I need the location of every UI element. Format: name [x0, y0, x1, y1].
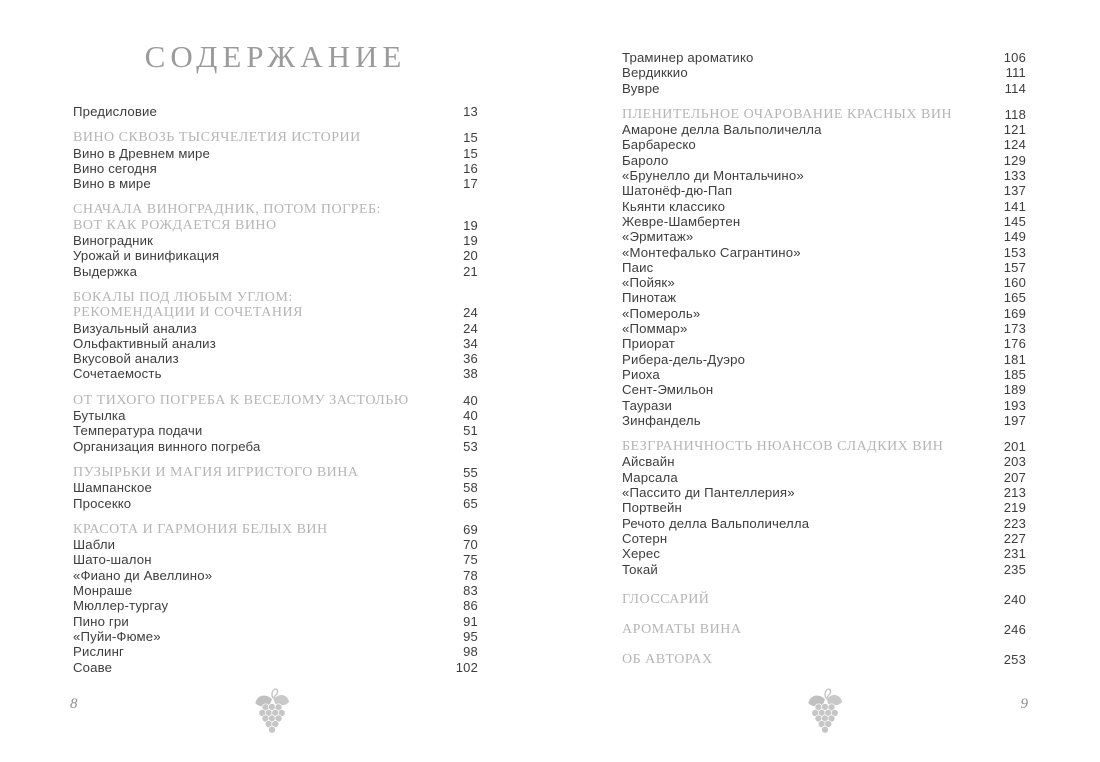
toc-entry-page: 231	[1003, 546, 1026, 562]
toc-entry-label: Барбареско	[622, 137, 696, 153]
toc-item-entry	[622, 382, 1026, 397]
toc-entry-label: «Пассито ди Пантеллерия»	[622, 485, 795, 501]
toc-entry-page: 36	[463, 351, 478, 367]
toc-item-entry	[73, 583, 478, 598]
toc-entry-page: 189	[1003, 382, 1026, 398]
toc-item-entry	[622, 500, 1026, 515]
toc-item-entry	[73, 537, 478, 552]
toc-entry-page: 86	[463, 598, 478, 614]
toc-entry-page: 201	[1003, 439, 1026, 455]
toc-chapter-entry	[73, 522, 478, 537]
toc-item-entry	[73, 614, 478, 629]
toc-entry-label: Мюллер-тургау	[73, 598, 169, 614]
toc-entry-page: 19	[463, 233, 478, 249]
toc-entry-page: 173	[1003, 321, 1026, 337]
toc-entry-page: 227	[1003, 530, 1026, 546]
toc-item-entry	[622, 546, 1026, 561]
left-page	[73, 0, 478, 675]
toc-entry-label: Таурази	[622, 397, 673, 413]
toc-entry-page: 114	[1004, 80, 1026, 96]
toc-item-entry	[622, 336, 1026, 351]
toc-entry-label: АРОМАТЫ ВИНА	[622, 622, 742, 638]
toc-entry-page: 149	[1003, 229, 1026, 245]
toc-entry-label: Амароне делла Вальполичелла	[622, 122, 822, 138]
toc-item-entry	[622, 485, 1026, 500]
toc-item-entry	[73, 321, 478, 336]
toc-entry-label: Монраше	[73, 583, 133, 599]
toc-entry-page: 129	[1003, 152, 1026, 168]
toc-item-entry	[622, 229, 1026, 244]
toc-item-entry	[73, 552, 478, 567]
toc-item-entry	[622, 137, 1026, 152]
toc-entry-page: 141	[1003, 198, 1026, 214]
toc-entry-label: БЕЗГРАНИЧНОСТЬ НЮАНСОВ СЛАДКИХ ВИН	[622, 439, 944, 455]
toc-item-entry	[73, 660, 478, 675]
toc-item-entry	[73, 104, 478, 119]
toc-entry-label: Бароло	[622, 152, 669, 168]
toc-entry-page: 91	[463, 613, 478, 629]
toc-entry-page: 153	[1003, 244, 1026, 260]
toc-entry-label: «Брунелло ди Монтальчино»	[622, 168, 804, 184]
toc-entry-page: 223	[1003, 515, 1026, 531]
toc-entry-page: 145	[1003, 213, 1026, 229]
toc-entry-label: Марсала	[622, 469, 678, 485]
toc-item-entry	[73, 568, 478, 583]
toc-item-entry	[622, 245, 1026, 260]
toc-entry-page: 185	[1003, 366, 1026, 382]
toc-entry-label: Сент-Эмильон	[622, 382, 714, 398]
toc-entry-label: Урожай и винификация	[73, 248, 220, 264]
toc-item-entry	[73, 408, 478, 423]
toc-entry-page: 51	[463, 423, 478, 439]
toc-entry-label: Вино в Древнем мире	[73, 145, 211, 161]
toc-entry-page: 124	[1003, 137, 1026, 153]
toc-entry-page: 83	[463, 583, 478, 599]
toc-item-entry	[73, 351, 478, 366]
toc-item-entry	[622, 122, 1026, 137]
toc-entry-label: КРАСОТА И ГАРМОНИЯ БЕЛЫХ ВИН	[73, 521, 328, 537]
toc-entry-label: Выдержка	[73, 263, 138, 279]
toc-item-entry	[73, 233, 478, 248]
toc-entry-label: Бутылка	[73, 408, 126, 424]
toc-entry-label: Организация винного погреба	[73, 438, 261, 454]
toc-item-entry	[622, 290, 1026, 305]
toc-entry-label: Сочетаемость	[73, 366, 162, 382]
toc-item-entry	[622, 562, 1026, 577]
toc-entry-page: 24	[463, 320, 478, 336]
toc-entry-page: 78	[463, 567, 478, 583]
toc-entry-page: 34	[463, 335, 478, 351]
toc-entry-page: 157	[1003, 259, 1026, 275]
toc-item-entry	[73, 176, 478, 191]
toc-item-entry	[622, 214, 1026, 229]
toc-entry-page: 207	[1003, 469, 1026, 485]
toc-entry-page: 20	[463, 248, 478, 264]
toc-entry-label: «Монтефалько Сагрантино»	[622, 244, 801, 260]
toc-item-entry	[622, 275, 1026, 290]
toc-item-entry	[622, 306, 1026, 321]
toc-entry-label: Шампанское	[73, 480, 152, 496]
toc-entry-label: Сотерн	[622, 530, 668, 546]
toc-entry-label: Рислинг	[73, 644, 124, 660]
toc-entry-label: ОТ ТИХОГО ПОГРЕБА К ВЕСЕЛОМУ ЗАСТОЛЬЮ	[73, 392, 409, 408]
toc-entry-label: Шабли	[73, 537, 116, 553]
toc-entry-page: 106	[1003, 50, 1026, 65]
toc-entry-label: Речото делла Вальполичелла	[622, 515, 810, 531]
toc-entry-label: Зинфандель	[622, 412, 701, 428]
toc-item-entry	[73, 598, 478, 613]
toc-entry-label: Визуальный анализ	[73, 320, 197, 336]
toc-entry-label: Вино в мире	[73, 176, 151, 192]
toc-entry-page: 253	[1003, 652, 1026, 668]
toc-chapter-entry	[73, 202, 478, 233]
toc-item-entry	[73, 423, 478, 438]
toc-item-entry	[622, 398, 1026, 413]
toc-list-right	[622, 50, 1026, 668]
toc-entry-page: 165	[1003, 290, 1026, 306]
toc-entry-label: Жевре-Шамбертен	[622, 213, 741, 229]
toc-entry-label: Вино сегодня	[73, 160, 157, 176]
toc-item-entry	[622, 81, 1026, 96]
toc-item-entry	[622, 153, 1026, 168]
toc-entry-label: Пинотаж	[622, 290, 677, 306]
toc-entry-label: «Фиано ди Авеллино»	[73, 567, 213, 583]
toc-entry-page: 65	[463, 495, 478, 511]
toc-item-entry	[622, 516, 1026, 531]
toc-entry-label: Вувре	[622, 80, 660, 96]
toc-item-entry	[622, 168, 1026, 183]
contents-title: СОДЕРЖАНИЕ	[144, 39, 407, 74]
right-page	[622, 0, 1026, 668]
toc-item-entry	[622, 260, 1026, 275]
toc-entry-page: 235	[1003, 561, 1026, 577]
toc-item-entry	[622, 199, 1026, 214]
toc-item-entry	[73, 629, 478, 644]
toc-entry-label: Вердиккио	[622, 65, 688, 81]
toc-entry-page: 197	[1003, 412, 1026, 428]
toc-item-entry	[622, 454, 1026, 469]
toc-entry-label: Виноградник	[73, 233, 154, 249]
toc-chapter-entry	[622, 592, 1026, 607]
toc-item-entry	[73, 439, 478, 454]
toc-entry-label: «Помероль»	[622, 305, 701, 321]
toc-entry-label: «Пойяк»	[622, 275, 675, 291]
toc-entry-label: Риоха	[622, 366, 660, 382]
toc-entry-label: Траминер ароматико	[622, 50, 754, 65]
toc-chapter-entry	[73, 130, 478, 145]
toc-entry-page: 181	[1003, 351, 1026, 367]
toc-item-entry	[622, 321, 1026, 336]
toc-entry-page: 169	[1003, 305, 1026, 321]
toc-entry-label: Рибера-дель-Дуэро	[622, 351, 746, 367]
toc-chapter-entry	[622, 622, 1026, 637]
toc-entry-label: «Эрмитаж»	[622, 229, 694, 245]
toc-entry-label: Шатонёф-дю-Пап	[622, 183, 733, 199]
page-number-left: 8	[70, 696, 78, 712]
toc-entry-page: 19	[463, 217, 478, 233]
toc-entry-label: Айсвайн	[622, 454, 675, 470]
toc-item-entry	[73, 480, 478, 495]
toc-list-left	[73, 104, 478, 675]
toc-entry-page: 58	[463, 480, 478, 496]
toc-item-entry	[622, 531, 1026, 546]
toc-item-entry	[622, 50, 1026, 65]
toc-entry-page: 55	[463, 464, 478, 480]
toc-entry-page: 133	[1003, 168, 1026, 184]
toc-entry-label: ПЛЕНИТЕЛЬНОЕ ОЧАРОВАНИЕ КРАСНЫХ ВИН	[622, 106, 953, 122]
toc-item-entry	[622, 413, 1026, 428]
toc-entry-page: 70	[463, 537, 478, 553]
toc-entry-label: «Пуйи-Фюме»	[73, 628, 161, 644]
toc-entry-label: ВИНО СКВОЗЬ ТЫСЯЧЕЛЕТИЯ ИСТОРИИ	[73, 130, 361, 146]
toc-entry-page: 121	[1003, 122, 1026, 138]
toc-item-entry	[73, 264, 478, 279]
toc-chapter-entry	[73, 393, 478, 408]
toc-entry-label: Паис	[622, 259, 654, 275]
toc-item-entry	[622, 367, 1026, 382]
toc-entry-page: 21	[463, 263, 478, 279]
toc-entry-page: 213	[1003, 485, 1026, 501]
toc-chapter-entry	[622, 652, 1026, 667]
toc-entry-page: 38	[463, 366, 478, 382]
toc-item-entry	[73, 336, 478, 351]
toc-item-entry	[73, 496, 478, 511]
toc-chapter-entry	[622, 439, 1026, 454]
toc-chapter-entry	[622, 107, 1026, 122]
toc-item-entry	[622, 352, 1026, 367]
toc-entry-page: 102	[455, 659, 478, 675]
toc-entry-page: 69	[463, 521, 478, 537]
toc-entry-page: 137	[1003, 183, 1026, 199]
toc-item-entry	[622, 470, 1026, 485]
toc-entry-page: 98	[463, 644, 478, 660]
toc-entry-label: Соаве	[73, 659, 113, 675]
toc-entry-page: 15	[463, 145, 478, 161]
toc-entry-page: 246	[1003, 622, 1026, 638]
toc-entry-page: 203	[1003, 454, 1026, 470]
toc-entry-page: 75	[463, 552, 478, 568]
toc-entry-page: 40	[463, 408, 478, 424]
toc-entry-label: Температура подачи	[73, 423, 203, 439]
toc-entry-label: БОКАЛЫ ПОД ЛЮБЫМ УГЛОМ: РЕКОМЕНДАЦИИ И СОЧЕТАНИЯ	[73, 289, 303, 321]
toc-entry-page: 16	[463, 160, 478, 176]
grape-bunch-icon	[806, 686, 844, 738]
toc-entry-label: Вкусовой анализ	[73, 351, 179, 367]
toc-entry-page: 24	[463, 305, 478, 321]
toc-entry-label: Пино гри	[73, 613, 129, 629]
toc-entry-label: Портвейн	[622, 500, 682, 516]
toc-entry-label: ПУЗЫРЬКИ И МАГИЯ ИГРИСТОГО ВИНА	[73, 464, 359, 480]
grape-bunch-icon	[253, 686, 291, 738]
toc-entry-label: Предисловие	[73, 104, 158, 119]
toc-entry-page: 13	[463, 104, 478, 119]
toc-entry-page: 15	[463, 130, 478, 146]
toc-entry-page: 95	[463, 628, 478, 644]
toc-item-entry	[622, 65, 1026, 80]
toc-chapter-entry	[73, 465, 478, 480]
toc-entry-page: 160	[1003, 275, 1026, 291]
toc-item-entry	[73, 248, 478, 263]
toc-entry-page: 219	[1003, 500, 1026, 516]
toc-entry-page: 118	[1004, 106, 1026, 122]
toc-entry-page: 176	[1003, 336, 1026, 352]
toc-entry-label: Шато-шалон	[73, 552, 152, 568]
toc-entry-label: Приорат	[622, 336, 675, 352]
toc-item-entry	[73, 161, 478, 176]
toc-entry-label: Херес	[622, 546, 661, 562]
toc-entry-page: 240	[1003, 591, 1026, 607]
toc-entry-label: Ольфактивный анализ	[73, 335, 216, 351]
toc-entry-page: 111	[1005, 65, 1026, 81]
toc-entry-label: Кьянти классико	[622, 198, 726, 214]
toc-item-entry	[73, 644, 478, 659]
toc-entry-page: 17	[463, 176, 478, 192]
toc-entry-label: Просекко	[73, 495, 132, 511]
toc-item-entry	[73, 146, 478, 161]
toc-entry-page: 40	[463, 392, 478, 408]
toc-entry-label: ГЛОССАРИЙ	[622, 591, 710, 607]
toc-entry-label: ОБ АВТОРАХ	[622, 652, 713, 668]
toc-entry-label: Токай	[622, 561, 658, 577]
toc-item-entry	[73, 366, 478, 381]
toc-entry-label: СНАЧАЛА ВИНОГРАДНИК, ПОТОМ ПОГРЕБ: ВОТ КАК РОЖДАЕТСЯ ВИНО	[73, 202, 381, 233]
page-number-right: 9	[1020, 696, 1028, 712]
toc-entry-label: «Поммар»	[622, 321, 688, 337]
toc-entry-page: 193	[1003, 397, 1026, 413]
toc-chapter-entry	[73, 290, 478, 321]
toc-item-entry	[622, 183, 1026, 198]
toc-entry-page: 53	[463, 438, 478, 454]
